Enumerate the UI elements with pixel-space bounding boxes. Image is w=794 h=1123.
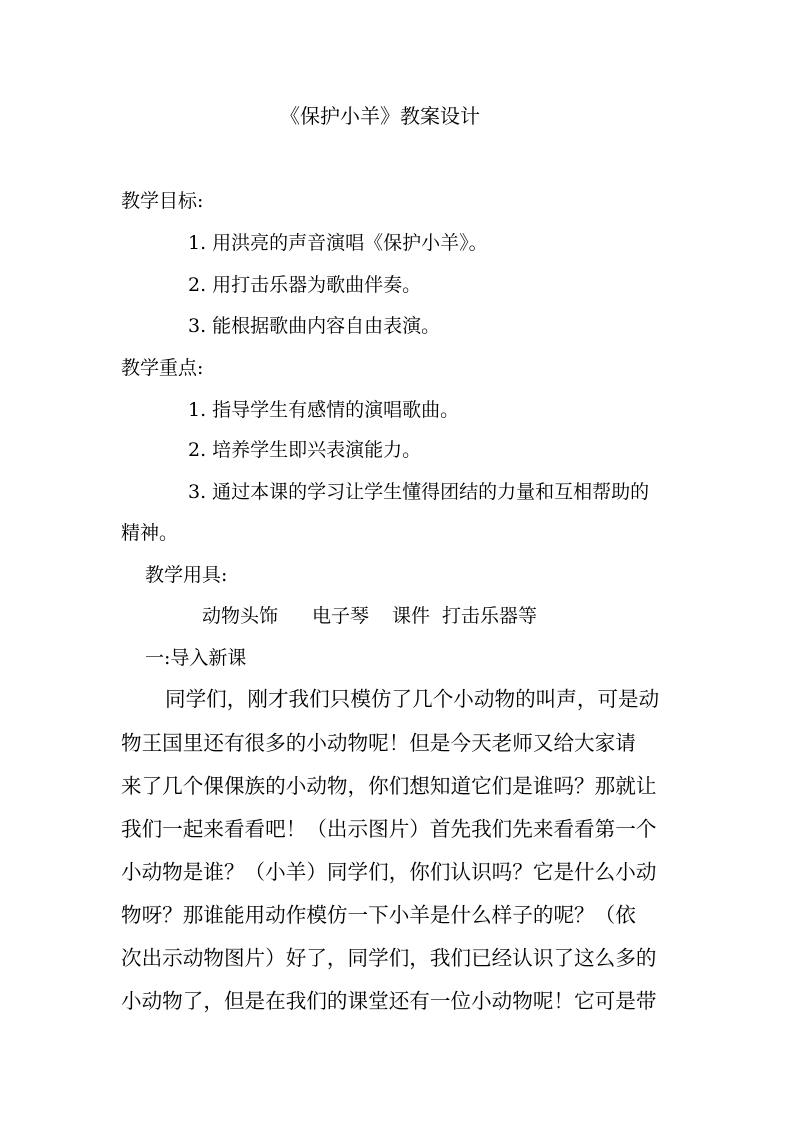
key-point-item-1: 1. 指导学生有感情的演唱歌曲。 bbox=[188, 399, 460, 421]
objectives-heading: 教学目标: bbox=[121, 190, 204, 212]
paragraph-line-5: 小动物是谁？（小羊）同学们，你们认识吗？它是什么小动 bbox=[121, 860, 657, 884]
paragraph-line-1: 同学们，刚才我们只模仿了几个小动物的叫声，可是动 bbox=[165, 687, 660, 711]
tools-item-4: 打击乐器等 bbox=[442, 605, 538, 627]
tools-item-2: 电子琴 bbox=[312, 605, 370, 627]
key-points-heading: 教学重点: bbox=[121, 357, 204, 379]
paragraph-line-8: 小动物了，但是在我们的课堂还有一位小动物呢！它可是带 bbox=[121, 989, 657, 1013]
paragraph-line-7: 次出示动物图片）好了，同学们，我们已经认识了这么多的 bbox=[121, 946, 657, 970]
document-title: 《保护小羊》教案设计 bbox=[280, 104, 480, 128]
paragraph-line-6: 物呀？那谁能用动作模仿一下小羊是什么样子的呢？（依 bbox=[121, 903, 636, 927]
paragraph-line-2: 物王国里还有很多的小动物呢！但是今天老师又给大家请 bbox=[121, 731, 636, 755]
tools-heading: 教学用具: bbox=[145, 564, 228, 586]
paragraph-line-3: 来了几个倮倮族的小动物，你们想知道它们是谁吗？那就让 bbox=[121, 774, 657, 798]
key-point-item-3-continued: 精神。 bbox=[121, 522, 179, 544]
objective-item-2: 2. 用打击乐器为歌曲伴奏。 bbox=[188, 274, 422, 296]
key-point-item-2: 2. 培养学生即兴表演能力。 bbox=[188, 439, 422, 461]
paragraph-line-4: 我们一起来看看吧！（出示图片）首先我们先来看看第一个 bbox=[121, 817, 657, 841]
objective-item-1: 1. 用洪亮的声音演唱《保护小羊》。 bbox=[188, 232, 488, 254]
objective-item-3: 3. 能根据歌曲内容自由表演。 bbox=[188, 315, 441, 337]
tools-item-3: 课件 bbox=[392, 605, 431, 627]
tools-item-1: 动物头饰 bbox=[202, 605, 279, 627]
section-1-heading: 一:导入新课 bbox=[145, 647, 247, 669]
key-point-item-3: 3. 通过本课的学习让学生懂得团结的力量和互相帮助的 bbox=[188, 481, 650, 503]
